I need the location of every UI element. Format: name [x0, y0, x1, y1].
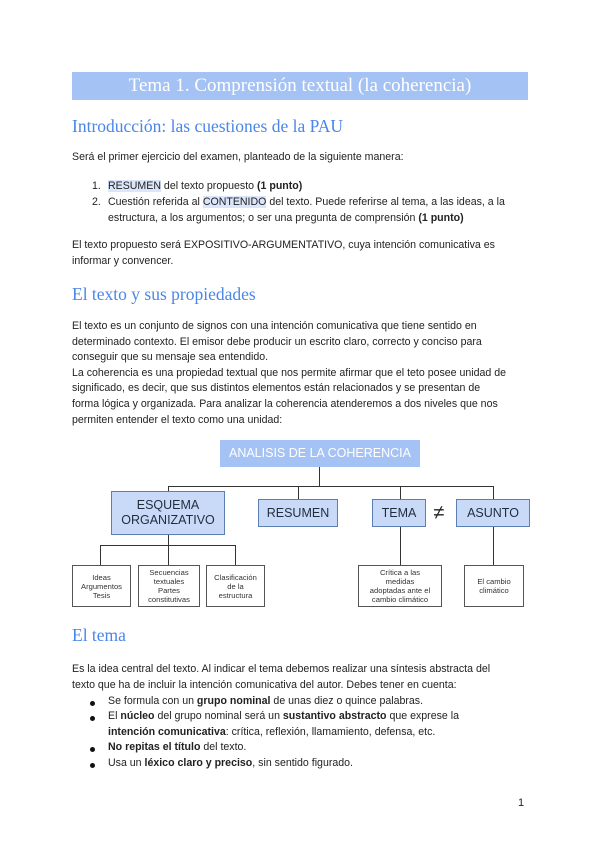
diagram-resumen: RESUMEN	[258, 499, 338, 527]
intro-item-2-num: 2.	[92, 196, 101, 208]
connector	[168, 486, 493, 487]
intro-lead: Será el primer ejercicio del examen, planteado de la siguiente manera:	[72, 151, 404, 163]
connector	[493, 486, 494, 499]
page-title: Tema 1. Comprensión textual (la coherencia)	[128, 75, 472, 96]
bullet-icon	[90, 747, 95, 752]
connector	[298, 486, 299, 499]
tema-paragraph: Es la idea central del texto. Al indicar el tema debemos realizar una síntesis abstracta del texto que ha de incluir la intención comunicativa del autor. Debes tener en cuenta:	[72, 663, 491, 691]
diagram-leaf-critica: Crítica a las medidas adoptadas ante el cambio climático	[358, 565, 442, 607]
diagram-leaf-cambio: El cambio climático	[464, 565, 524, 607]
connector	[168, 545, 169, 565]
tema-bullet-3: No repitas el título del texto.	[108, 741, 247, 753]
bullet-icon	[90, 763, 95, 768]
intro-item-2: Cuestión referida al CONTENIDO del texto. Puede referirse al tema, a las ideas, a la estructura, a los argumentos; o ser una pregunta de comprensión (1 punto)	[108, 196, 505, 224]
connector	[400, 486, 401, 499]
diagram-leaf-clasificacion: Clasificación de la estructura	[206, 565, 265, 607]
intro-closing: El texto propuesto será EXPOSITIVO-ARGUMENTATIVO, cuya intención comunicativa es informar y convencer.	[72, 239, 495, 267]
diagram-leaf-ideas: Ideas Argumentos Tesis	[72, 565, 131, 607]
heading-tema: El tema	[72, 625, 126, 645]
diagram-leaf-secuencias: Secuencias textuales Partes constitutivas	[138, 565, 200, 607]
heading-introduccion: Introducción: las cuestiones de la PAU	[72, 116, 344, 136]
connector	[400, 527, 401, 565]
connector	[235, 545, 236, 565]
connector	[168, 535, 169, 545]
tema-bullet-4: Usa un léxico claro y preciso, sin sentido figurado.	[108, 757, 353, 769]
tema-bullet-2: El núcleo del grupo nominal será un sustantivo abstracto que exprese la intención comunicativa: crítica, reflexión, llamamiento, defensa, etc.	[108, 710, 459, 738]
bullet-icon	[90, 716, 95, 721]
diagram-esquema: ESQUEMA ORGANIZATIVO	[111, 491, 225, 535]
bullet-icon	[90, 701, 95, 706]
diagram-root: ANALISIS DE LA COHERENCIA	[220, 440, 420, 467]
intro-item-1-num: 1.	[92, 180, 101, 192]
not-equal-sign: ≠	[433, 501, 445, 524]
tema-bullet-1: Se formula con un grupo nominal de unas diez o quince palabras.	[108, 695, 424, 707]
diagram-tema: TEMA	[372, 499, 426, 527]
diagram-asunto: ASUNTO	[456, 499, 530, 527]
connector	[493, 527, 494, 565]
texto-paragraph: El texto es un conjunto de signos con una intención comunicativa que tiene sentido en determinado contexto. El emisor debe producir un escrito claro, correcto y conciso para conseguir que su mensaje sea entendido. La coherencia es una propiedad textual que nos permite afirmar que el teto posee unidad de significado, es decir, que sus distintos elementos están relacionados y se presentan de forma lógica y organizada. Para analizar la coherencia atenderemos a dos niveles que nos permiten entender el texto como una unidad:	[72, 320, 507, 426]
heading-texto: El texto y sus propiedades	[72, 284, 256, 304]
highlight-resumen: RESUMEN	[108, 180, 161, 192]
intro-item-1: RESUMEN del texto propuesto (1 punto)	[108, 180, 303, 192]
connector	[100, 545, 101, 565]
page-number: 1	[518, 797, 525, 809]
connector	[319, 467, 320, 487]
highlight-contenido: CONTENIDO	[202, 196, 267, 208]
